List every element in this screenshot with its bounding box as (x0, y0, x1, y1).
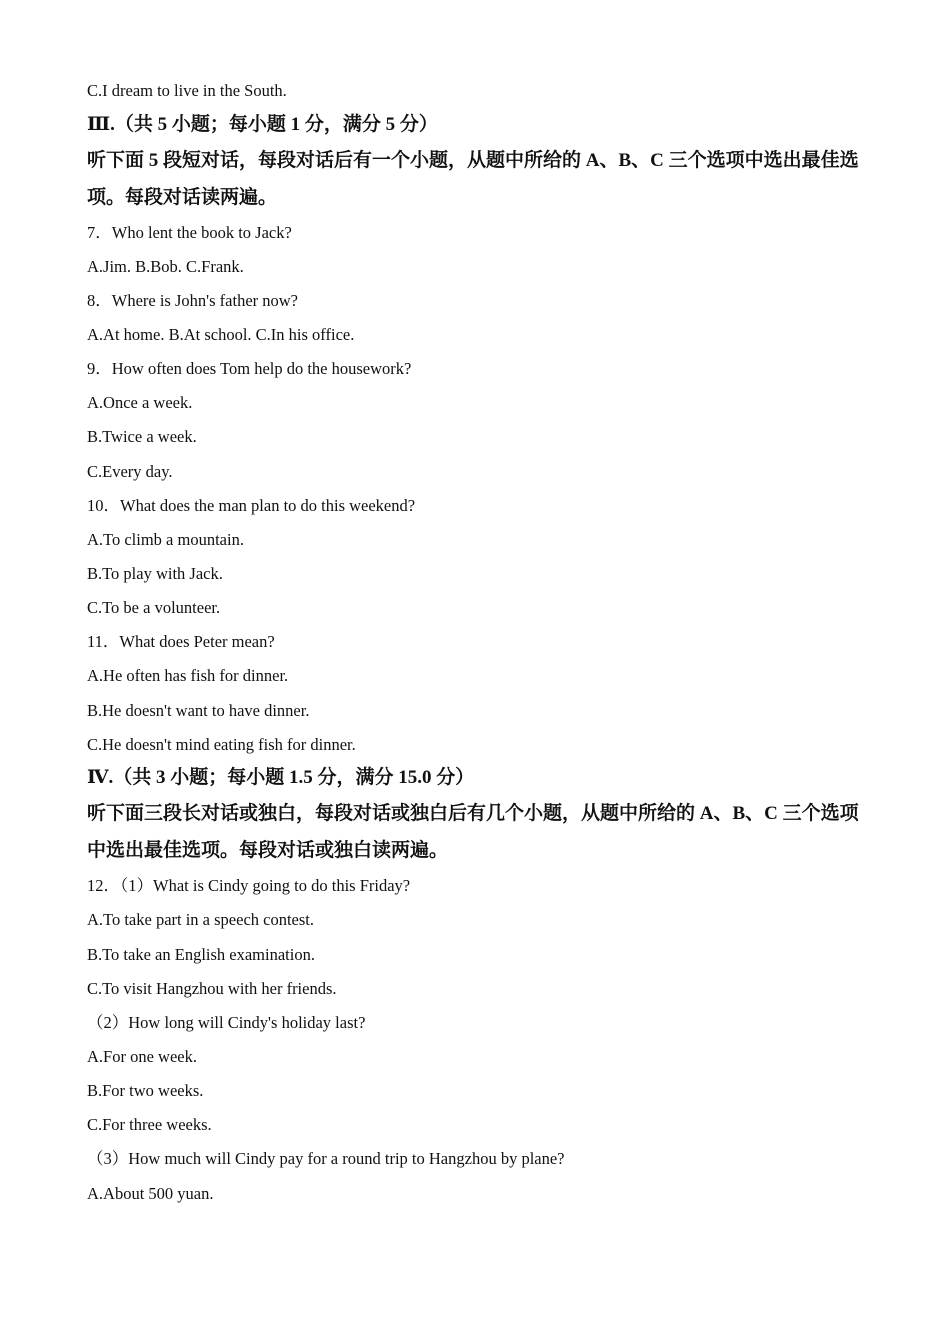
question-11: 11．What does Peter mean? (87, 632, 275, 651)
question-9-option-a: A.Once a week. (87, 393, 193, 412)
question-12-1-option-a: A.To take part in a speech contest. (87, 910, 315, 929)
question-8-options: A.At home. B.At school. C.In his office. (87, 325, 355, 344)
section-3-instruction-line-2: 项。每段对话读两遍。 (87, 187, 278, 208)
section-3-instruction-line-1: 听下面 5 段短对话，每段对话后有一个小题，从题中所给的 A、B、C 三个选项中选出最佳选 (87, 150, 859, 171)
question-11-option-a: A.He often has fish for dinner. (87, 666, 289, 685)
question-12-2-option-c: C.For three weeks. (87, 1115, 212, 1134)
question-7-options: A.Jim. B.Bob. C.Frank. (87, 257, 244, 276)
question-12-3: （3）How much will Cindy pay for a round trip to Hangzhou by plane? (87, 1149, 565, 1168)
section-4-instruction-line-2: 中选出最佳选项。每段对话或独白读两遍。 (87, 840, 449, 861)
question-10-option-b: B.To play with Jack. (87, 564, 223, 583)
question-11-option-c: C.He doesn't mind eating fish for dinner. (87, 735, 356, 754)
question-10-option-a: A.To climb a mountain. (87, 530, 244, 549)
section-4-heading: Ⅳ.（共 3 小题；每小题 1.5 分，满分 15.0 分） (87, 767, 475, 788)
question-10: 10．What does the man plan to do this weekend? (87, 496, 416, 515)
question-12-2-option-a: A.For one week. (87, 1047, 197, 1066)
question-12-1-option-b: B.To take an English examination. (87, 945, 315, 964)
question-8: 8．Where is John's father now? (87, 291, 298, 310)
question-12-1-option-c: C.To visit Hangzhou with her friends. (87, 979, 337, 998)
question-12-2: （2）How long will Cindy's holiday last? (87, 1013, 366, 1032)
question-12-1: 12．（1）What is Cindy going to do this Friday? (87, 876, 411, 895)
question-10-option-c: C.To be a volunteer. (87, 598, 221, 617)
question-9-option-c: C.Every day. (87, 462, 173, 481)
question-12-3-option-a: A.About 500 yuan. (87, 1184, 214, 1203)
section-3-heading: Ⅲ.（共 5 小题；每小题 1 分，满分 5 分） (87, 114, 438, 135)
question-12-2-option-b: B.For two weeks. (87, 1081, 204, 1100)
question-11-option-b: B.He doesn't want to have dinner. (87, 701, 310, 720)
question-9-option-b: B.Twice a week. (87, 427, 197, 446)
option-c-previous: C.I dream to live in the South. (87, 81, 287, 100)
question-9: 9．How often does Tom help do the housework? (87, 359, 412, 378)
section-4-instruction-line-1: 听下面三段长对话或独白，每段对话或独白后有几个小题，从题中所给的 A、B、C 三个选项 (87, 803, 859, 824)
question-7: 7．Who lent the book to Jack? (87, 223, 292, 242)
